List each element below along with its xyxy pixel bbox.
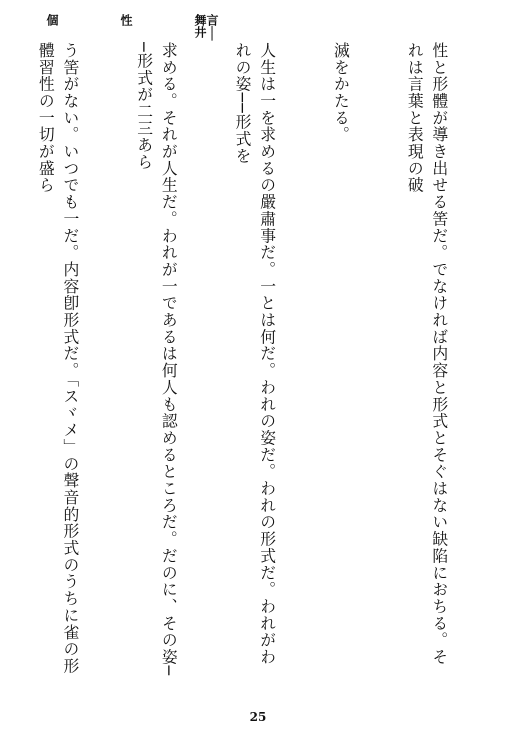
- header-section: 性: [119, 14, 133, 26]
- vertical-body-text: [16, 42, 500, 682]
- text-line: 人生は一を求めるの嚴肅事だ。一とは何だ。われの姿だ。われの形式だ。われがわれの姿──形式を: [233, 42, 277, 666]
- page-number: 25: [249, 710, 267, 724]
- header-chapter: 個: [45, 14, 59, 26]
- header-title: 言──舞井: [193, 14, 219, 41]
- text-line: 求める。それが人生だ。われが一であるは何人も認めるところだ。だのに、その姿──形式が二三あら: [134, 42, 179, 677]
- text-line: 滅をかたる。: [331, 42, 351, 144]
- text-line: う筈がない。いつでも一だ。内容卽形式だ。「スヾメ」の聲音的形式のうちに雀の形體習性の一切が盛ら: [36, 42, 80, 675]
- text-line: 性と形體が導き出せる筈だ。でなければ内容と形式とそぐはない缺陷におちる。それは言葉と表現の破: [405, 42, 449, 666]
